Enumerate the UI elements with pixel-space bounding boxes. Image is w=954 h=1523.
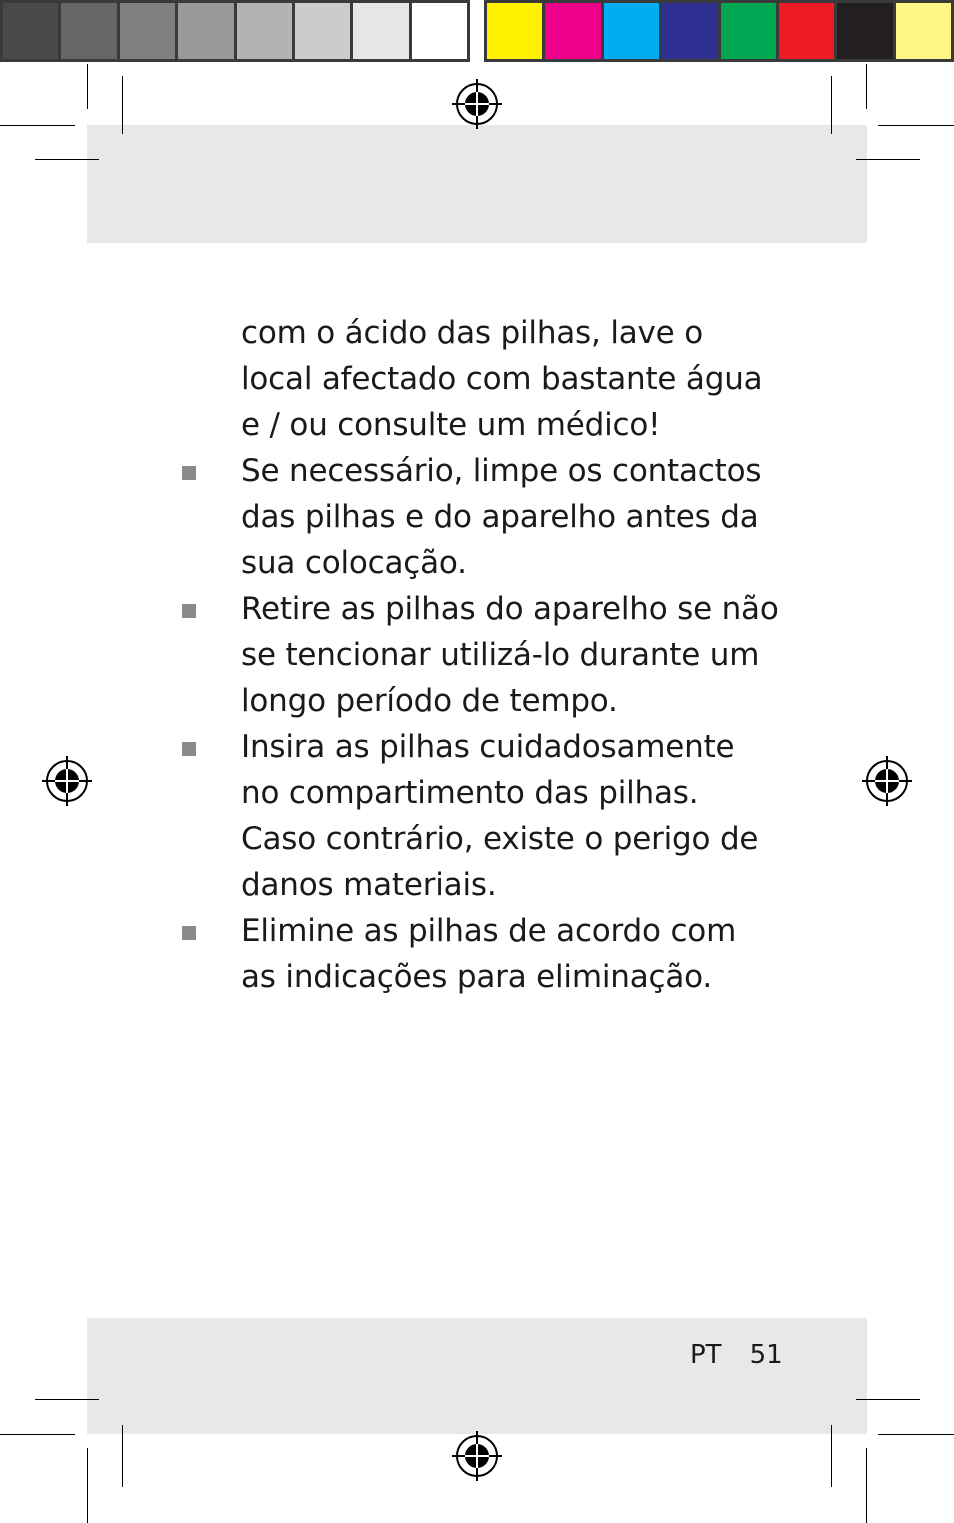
list-item [180,724,780,908]
color-swatch [721,3,776,59]
crop-mark [856,1399,920,1400]
crop-mark [0,1434,75,1435]
gray-swatch [178,3,233,59]
gray-swatch [412,3,467,59]
list-item [180,448,780,586]
page-number: 51 [749,1340,783,1370]
list-item [180,908,780,1000]
crop-mark [878,125,954,126]
color-swatch [779,3,834,59]
crop-mark [35,159,99,160]
crop-mark [87,64,88,109]
intro-paragraph [180,310,780,448]
list-item [180,586,780,724]
registration-mark-icon [40,754,94,808]
square-bullet-icon [182,466,196,480]
square-bullet-icon [182,742,196,756]
crop-mark [122,76,123,134]
crop-mark [866,64,867,109]
crop-mark [856,159,920,160]
list-item-text: Insira as pilhas cuidadosamente no compartimento das pilhas. Caso contrário, existe o perigo de danos materiais. [241,729,759,903]
crop-mark [878,1434,954,1435]
crop-mark [87,1448,88,1523]
registration-mark-icon [860,754,914,808]
color-swatch [896,3,951,59]
crop-mark [122,1425,123,1487]
crop-mark [866,1448,867,1523]
grayscale-calibration-bar [0,0,470,62]
list-item-text: Se necessário, limpe os contactos das pilhas e do aparelho antes da sua colocação. [241,453,762,581]
page-footer [690,1340,783,1370]
gray-swatch [237,3,292,59]
gray-swatch [353,3,408,59]
square-bullet-icon [182,926,196,940]
footer-band [87,1318,867,1434]
language-code: PT [690,1340,722,1370]
color-swatch [545,3,600,59]
crop-mark [831,76,832,134]
color-swatch [837,3,892,59]
registration-mark-icon [450,77,504,131]
intro-text: com o ácido das pilhas, lave o local afectado com bastante água e / ou consulte um médico! [241,315,763,443]
color-swatch [604,3,659,59]
crop-mark [831,1425,832,1487]
header-band [87,125,867,243]
registration-mark-icon [450,1429,504,1483]
gray-swatch [295,3,350,59]
gray-swatch [120,3,175,59]
crop-mark [35,1399,99,1400]
color-swatch [662,3,717,59]
list-item-text: Elimine as pilhas de acordo com as indicações para eliminação. [241,913,737,995]
crop-mark [0,125,75,126]
list-item-text: Retire as pilhas do aparelho se não se tencionar utilizá-lo durante um longo período de tempo. [241,591,779,719]
color-swatch [487,3,542,59]
square-bullet-icon [182,604,196,618]
gray-swatch [61,3,116,59]
color-calibration-bar [484,0,954,62]
gray-swatch [3,3,58,59]
manual-text-block [180,310,780,1000]
